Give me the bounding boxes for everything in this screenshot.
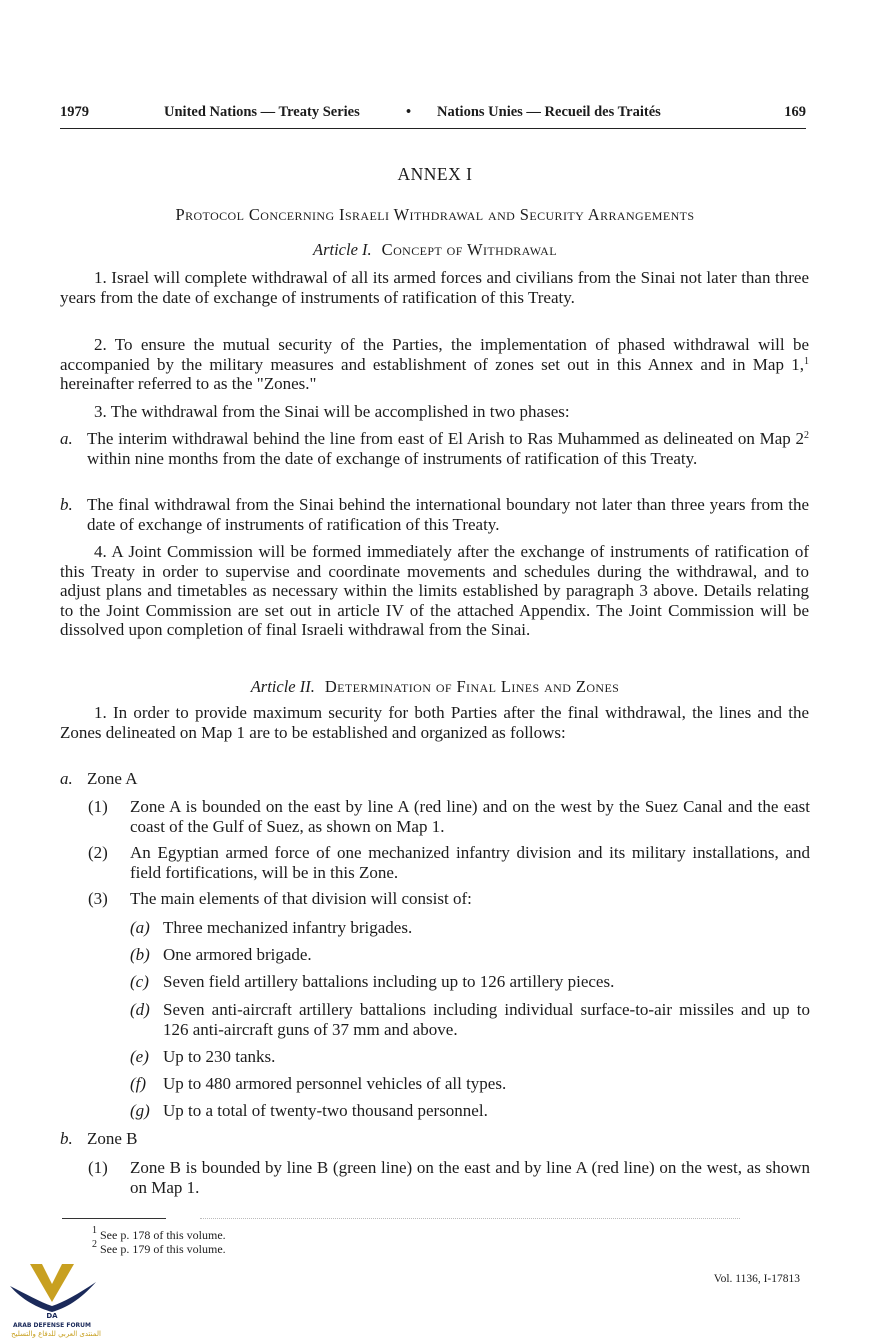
division-element-g (130, 1101, 810, 1121)
division-element-e-label: (e) (130, 1047, 149, 1066)
zone-b-item-1-label: (1) (88, 1158, 108, 1177)
logo-brand-text: DA (46, 1312, 58, 1320)
zone-b-title: Zone B (87, 1129, 138, 1148)
protocol-title: Protocol Concerning Israeli Withdrawal and Security Arrangements (175, 205, 695, 224)
article-2-heading (60, 677, 810, 697)
item-a-label: a. (60, 429, 73, 448)
zone-a-item-3-text: The main elements of that division will consist of: (130, 889, 472, 908)
footnote-2-mark: 2 (92, 1239, 97, 1250)
article-1-paragraph-2 (60, 335, 809, 394)
page-number: 169 (784, 104, 806, 120)
footnote-1-text: See p. 178 of this volume. (100, 1228, 226, 1242)
article-1-heading (60, 240, 810, 260)
item-a-text-2: within nine months from the date of exchange of instruments of ratification of this Treaty. (87, 448, 698, 468)
item-b-label: b. (60, 495, 73, 514)
item-a-text-1: The interim withdrawal behind the line from east of El Arish to Ras Muhammed as delineated on Map 2 (87, 429, 804, 448)
article-1-label: Article I. (313, 240, 372, 259)
p2-text-a: 2. To ensure the mutual security of the Parties, the implementation of phased withdrawal will be accompanied by the military measures and establishment of zones set out in this Annex and in Map 1, (60, 335, 809, 374)
division-element-b-label: (b) (130, 945, 150, 964)
zone-a-title: Zone A (87, 769, 138, 788)
logo-arabic-text: المنتدى العربي للدفاع والتسليح (11, 1330, 101, 1338)
division-element-d-label: (d) (130, 1000, 150, 1019)
footnote-2 (92, 1239, 226, 1256)
p2-text-b: hereinafter referred to as the "Zones." (60, 374, 317, 393)
division-element-f (130, 1074, 810, 1094)
division-element-a (130, 918, 810, 938)
article-1-title: Concept of Withdrawal (381, 240, 557, 259)
zone-a-item-1 (88, 797, 810, 836)
article-1-paragraph-1: 1. Israel will complete withdrawal of all its armed forces and civilians from the Sinai not later than three years from the date of exchange of instruments of ratification of this Treaty. (60, 268, 809, 307)
logo-name-text: ARAB DEFENSE FORUM (12, 1322, 92, 1329)
zone-a-item-3-label: (3) (88, 889, 108, 908)
article-2-paragraph-1: 1. In order to provide maximum security for both Parties after the final withdrawal, the lines and the Zones delineated on Map 1 are to be established and organized as follows: (60, 703, 809, 742)
annex-title: ANNEX I (397, 164, 473, 184)
article-2-title: Determination of Final Lines and Zones (324, 677, 620, 696)
footnote-1-mark: 1 (92, 1225, 97, 1236)
scan-artifact-line (200, 1218, 740, 1219)
article-1-paragraph-4: 4. A Joint Commission will be formed immediately after the exchange of instruments of ratification of this Treaty in order to supervise and coordinate movements and schedules during the withdrawal, and to adjust plans and timetables as necessary within the limits established by paragraph 3 above. Details relating to the Joint Commission are set out in article IV of the attached Appendix. The Joint Commission will be dissolved upon completion of final Israeli withdrawal from the Sinai. (60, 542, 809, 639)
header-series-en: United Nations — Treaty Series (164, 104, 360, 120)
zone-a-item-1-label: (1) (88, 797, 108, 816)
division-element-d-text: Seven anti-aircraft artillery battalions including individual surface-to-air missiles and up to 126 anti-aircraft guns of 37 mm and above. (163, 1000, 810, 1039)
division-element-g-label: (g) (130, 1101, 150, 1120)
division-element-c-label: (c) (130, 972, 149, 991)
header-year: 1979 (60, 104, 89, 120)
zone-a-item-2-text: An Egyptian armed force of one mechanized infantry division and its military installations, and field fortifications, will be in this Zone. (130, 843, 810, 882)
running-header (60, 104, 806, 129)
zone-a-item-2 (88, 843, 810, 882)
arab-defense-forum-logo (0, 1256, 120, 1338)
division-element-f-text: Up to 480 armored personnel vehicles of all types. (163, 1074, 507, 1093)
header-bullet: • (406, 104, 412, 120)
logo-emblem-shape (30, 1264, 74, 1302)
division-element-e (130, 1047, 810, 1067)
division-element-g-text: Up to a total of twenty-two thousand personnel. (163, 1101, 488, 1120)
article-1-item-b (60, 495, 809, 534)
division-element-e-text: Up to 230 tanks. (163, 1047, 276, 1066)
zone-b-heading (60, 1129, 809, 1149)
division-element-f-label: (f) (130, 1074, 147, 1093)
footnote-1 (92, 1225, 226, 1242)
zone-a-item-1-text: Zone A is bounded on the east by line A (red line) and on the west by the Suez Canal and the east coast of the Gulf of Suez, as shown on Map 1. (130, 797, 810, 836)
volume-reference: Vol. 1136, I-17813 (713, 1273, 800, 1285)
zone-a-item-2-label: (2) (88, 843, 108, 862)
division-element-d (130, 1000, 810, 1039)
zone-b-item-1-text: Zone B is bounded by line B (green line) on the east and by line A (red line) on the west, as shown on Map 1. (130, 1158, 810, 1197)
division-element-a-text: Three mechanized infantry brigades. (163, 918, 413, 937)
article-1-item-a (60, 429, 809, 468)
article-1-paragraph-3: 3. The withdrawal from the Sinai will be accomplished in two phases: (94, 402, 570, 421)
footnote-ref-2: 2 (804, 430, 809, 441)
zone-b-item-1 (88, 1158, 810, 1197)
division-element-b (130, 945, 810, 965)
item-b-text: The final withdrawal from the Sinai behind the international boundary not later than three years from the date of exchange of instruments of ratification of this Treaty. (87, 495, 809, 534)
footnote-ref-1: 1 (804, 355, 809, 367)
division-element-b-text: One armored brigade. (163, 945, 312, 964)
zone-a-label: a. (60, 769, 73, 788)
article-2-label: Article II. (250, 677, 315, 696)
division-element-c-text: Seven field artillery battalions including up to 126 artillery pieces. (163, 972, 615, 991)
division-element-a-label: (a) (130, 918, 150, 937)
footnote-2-text: See p. 179 of this volume. (100, 1242, 226, 1256)
zone-a-item-3 (88, 889, 810, 909)
footnote-rule (62, 1218, 166, 1219)
division-element-c (130, 972, 810, 992)
zone-a-heading (60, 769, 809, 789)
zone-b-label: b. (60, 1129, 73, 1148)
header-series-fr: Nations Unies — Recueil des Traités (437, 104, 661, 120)
